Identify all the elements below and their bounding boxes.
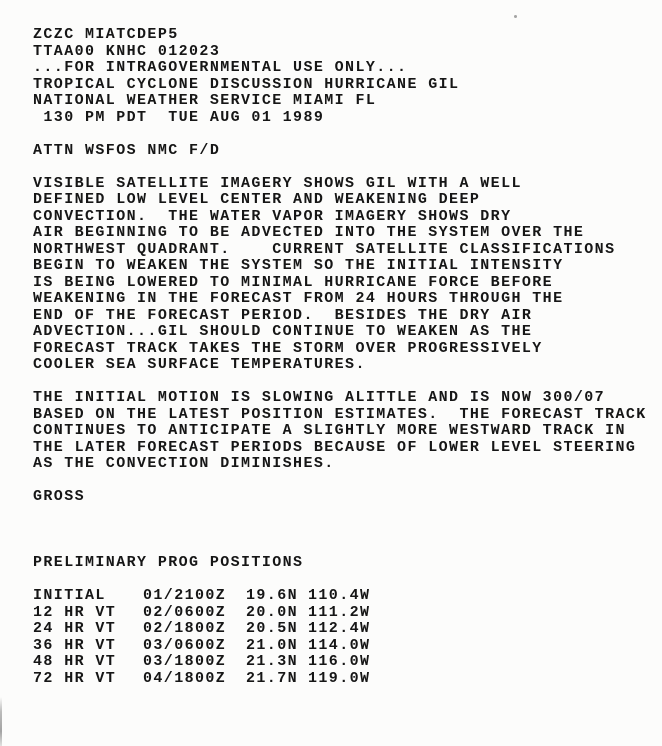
discussion-line: THE LATER FORECAST PERIODS BECAUSE OF LOWER LEVEL STEERING <box>33 438 637 456</box>
position-latitude: 21.0N <box>246 636 299 654</box>
bulletin-text <box>33 27 658 687</box>
scan-speck <box>514 15 517 18</box>
discussion-line: CONVECTION. THE WATER VAPOR IMAGERY SHOWS DRY <box>33 207 512 225</box>
position-label: 12 HR VT <box>33 603 117 621</box>
position-label: 72 HR VT <box>33 669 117 687</box>
signature-block <box>33 489 658 506</box>
position-valid-time: 02/1800Z <box>143 620 227 637</box>
discussion-line: AS THE CONVECTION DIMINISHES. <box>33 455 335 472</box>
discussion-line: END OF THE FORECAST PERIOD. BESIDES THE DRY AIR <box>33 306 533 324</box>
positions-table-row <box>33 654 658 671</box>
position-longitude: 112.4W <box>308 620 371 637</box>
position-valid-time: 02/0600Z <box>143 603 227 621</box>
position-label: INITIAL <box>33 587 106 604</box>
position-valid-time: 03/0600Z <box>143 636 227 654</box>
position-label: 36 HR VT <box>33 636 117 654</box>
position-longitude: 116.0W <box>308 653 371 670</box>
positions-heading-block <box>33 555 658 572</box>
attention-block <box>33 143 658 160</box>
discussion-line: VISIBLE SATELLITE IMAGERY SHOWS GIL WITH A WELL <box>33 174 522 192</box>
header-line: TTAA00 KNHC 012023 <box>33 42 221 60</box>
position-valid-time: 04/1800Z <box>143 669 227 687</box>
position-latitude: 19.6N <box>246 587 299 604</box>
positions-table-row <box>33 588 658 605</box>
position-longitude: 119.0W <box>308 669 371 687</box>
discussion-line: WEAKENING IN THE FORECAST FROM 24 HOURS THROUGH THE <box>33 290 564 307</box>
positions-table-row <box>33 671 658 688</box>
header-line: NATIONAL WEATHER SERVICE MIAMI FL <box>33 92 377 109</box>
positions-table-row <box>33 621 658 638</box>
discussion-line: AIR BEGINNING TO BE ADVECTED INTO THE SYSTEM OVER THE <box>33 224 585 241</box>
discussion-line: DEFINED LOW LEVEL CENTER AND WEAKENING DEEP <box>33 191 481 208</box>
scan-edge-artifact <box>0 697 2 746</box>
attention-line: ATTN WSFOS NMC F/D <box>33 141 221 159</box>
position-latitude: 21.3N <box>246 653 299 670</box>
position-longitude: 114.0W <box>308 636 371 654</box>
discussion-line: ADVECTION...GIL SHOULD CONTINUE TO WEAKEN AS THE <box>33 323 533 340</box>
position-label: 48 HR VT <box>33 653 117 670</box>
discussion-line: THE INITIAL MOTION IS SLOWING ALITTLE AND IS NOW 300/07 <box>33 389 606 406</box>
positions-heading: PRELIMINARY PROG POSITIONS <box>33 554 304 571</box>
discussion-line: BASED ON THE LATEST POSITION ESTIMATES. THE FORECAST TRACK <box>33 405 647 423</box>
positions-table-row <box>33 638 658 655</box>
position-longitude: 111.2W <box>308 603 371 621</box>
position-longitude: 110.4W <box>308 587 371 604</box>
discussion-line: COOLER SEA SURFACE TEMPERATURES. <box>33 356 366 373</box>
discussion-line: FORECAST TRACK TAKES THE STORM OVER PROGRESSIVELY <box>33 339 543 357</box>
position-latitude: 20.5N <box>246 620 299 637</box>
forecaster-signature: GROSS <box>33 488 86 505</box>
header-line: 130 PM PDT TUE AUG 01 1989 <box>33 108 325 126</box>
position-latitude: 21.7N <box>246 669 299 687</box>
discussion-paragraph-2 <box>33 390 658 473</box>
discussion-paragraph-1 <box>33 176 658 374</box>
discussion-line: IS BEING LOWERED TO MINIMAL HURRICANE FORCE BEFORE <box>33 273 554 291</box>
header-line: ...FOR INTRAGOVERNMENTAL USE ONLY... <box>33 59 408 76</box>
position-valid-time: 03/1800Z <box>143 653 227 670</box>
header-line: TROPICAL CYCLONE DISCUSSION HURRICANE GIL <box>33 75 460 93</box>
discussion-line: CONTINUES TO ANTICIPATE A SLIGHTLY MORE WESTWARD TRACK IN <box>33 422 626 439</box>
positions-table-row <box>33 605 658 622</box>
position-label: 24 HR VT <box>33 620 117 637</box>
header-block <box>33 27 658 126</box>
discussion-line: NORTHWEST QUADRANT. CURRENT SATELLITE CLASSIFICATIONS <box>33 240 616 258</box>
header-line: ZCZC MIATCDEP5 <box>33 26 179 43</box>
position-latitude: 20.0N <box>246 603 299 621</box>
positions-table <box>33 588 658 687</box>
discussion-line: BEGIN TO WEAKEN THE SYSTEM SO THE INITIAL INTENSITY <box>33 257 564 274</box>
position-valid-time: 01/2100Z <box>143 587 227 604</box>
